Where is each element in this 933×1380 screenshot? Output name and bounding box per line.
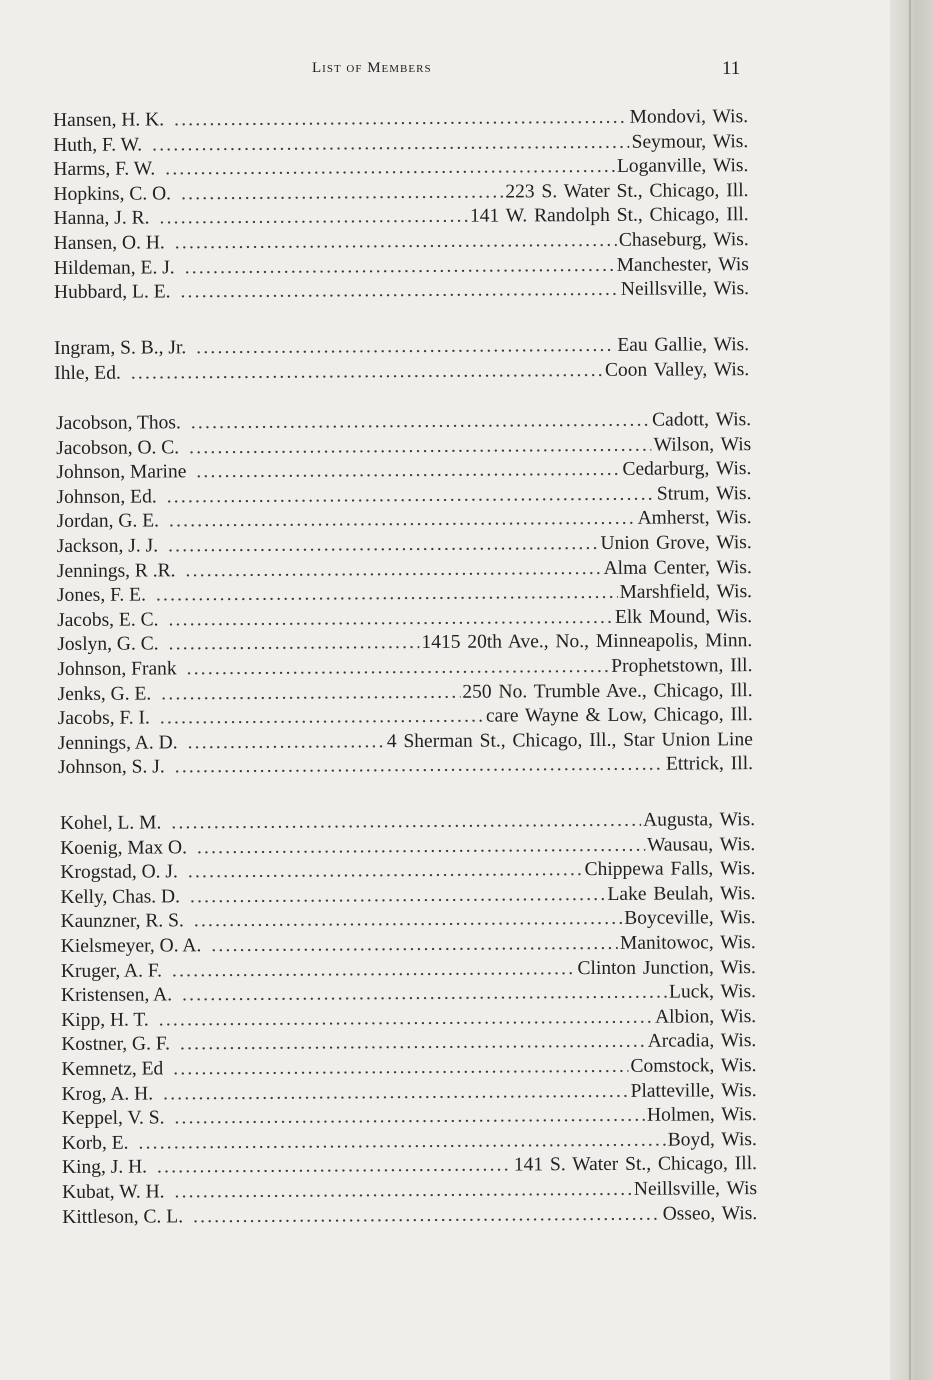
page-edge-line — [909, 0, 911, 1380]
dot-leader — [181, 181, 503, 205]
member-address: Osseo, Wis. — [662, 1202, 758, 1225]
member-address: Alma Center, Wis. — [603, 556, 752, 579]
member-name: Jenks, G. E. — [57, 683, 152, 705]
member-name: Kaunzner, R. S. — [60, 910, 184, 933]
member-name: Hansen, O. H. — [53, 232, 165, 254]
member-name: Jones, F. E. — [56, 584, 146, 607]
member-name: Hanna, J. R. — [53, 207, 150, 230]
dot-leader — [196, 335, 615, 359]
dot-leader — [188, 731, 385, 754]
member-name: Joslyn, G. C. — [57, 633, 159, 656]
dot-leader — [156, 582, 618, 607]
member-group-h — [53, 106, 749, 307]
dot-leader — [172, 958, 576, 982]
member-name: Keppel, V. S. — [61, 1107, 165, 1130]
member-address: Neillsville, Wis. — [620, 278, 750, 300]
member-name: Jacobs, E. C. — [57, 609, 159, 631]
page-number: 11 — [722, 58, 741, 79]
member-name: Ihle, Ed. — [54, 362, 121, 384]
member-address: Seymour, Wis. — [631, 130, 749, 153]
member-name: Jacobs, F. I. — [57, 707, 150, 730]
dot-leader — [197, 834, 645, 859]
member-name: Jackson, J. J. — [56, 535, 159, 557]
member-address: 250 No. Trumble Ave., Chicago, Ill. — [462, 679, 753, 703]
member-address: Comstock, Wis. — [630, 1055, 757, 1077]
member-entry — [54, 278, 749, 306]
member-name: Johnson, Ed. — [56, 486, 157, 508]
member-name: Hopkins, C. O. — [53, 183, 172, 205]
dot-leader — [193, 1203, 661, 1228]
member-name: Kruger, A. F. — [60, 959, 163, 982]
dot-leader — [159, 206, 468, 230]
member-address: Neillsville, Wis — [633, 1178, 758, 1200]
dot-leader — [187, 656, 610, 680]
member-address: Wausau, Wis. — [646, 833, 756, 856]
member-name: Harms, F. W. — [53, 158, 156, 181]
dot-leader — [157, 1155, 512, 1179]
member-name: Kostner, G. F. — [61, 1033, 171, 1056]
dot-leader — [160, 706, 484, 730]
running-head: List of Members — [312, 60, 432, 76]
member-address: Wilson, Wis — [653, 433, 752, 456]
member-address: Chippewa Falls, Wis. — [584, 858, 756, 881]
member-address: 223 S. Water St., Chicago, Ill. — [505, 179, 749, 203]
member-address: Eau Gallie, Wis. — [617, 334, 750, 356]
dot-leader — [174, 107, 628, 132]
member-address: Loganville, Wis. — [616, 155, 749, 178]
dot-leader — [196, 459, 620, 483]
member-address: Boyd, Wis. — [667, 1128, 757, 1151]
member-name: King, J. H. — [61, 1156, 148, 1179]
dot-leader — [180, 1031, 646, 1056]
member-address: Ettrick, Ill. — [665, 753, 754, 775]
member-address: 141 W. Randolph St., Chicago, Ill. — [469, 204, 749, 228]
dot-leader — [167, 483, 655, 508]
member-address: Arcadia, Wis. — [647, 1030, 757, 1053]
dot-leader — [173, 1056, 628, 1081]
dot-leader — [188, 859, 583, 883]
member-address: Mondovi, Wis. — [629, 106, 749, 128]
page-header — [0, 60, 890, 84]
member-address: Platteville, Wis. — [630, 1079, 757, 1102]
member-name: Kielsmeyer, O. A. — [60, 935, 202, 957]
member-address: Strum, Wis. — [656, 482, 752, 505]
dot-leader — [168, 533, 599, 557]
member-name: Jordan, G. E. — [56, 510, 160, 533]
member-name: Hubbard, L. E. — [53, 281, 171, 304]
member-name: Hansen, H. K. — [53, 109, 165, 131]
member-address: Cedarburg, Wis. — [622, 458, 752, 481]
member-name: Krog, A. H. — [61, 1083, 154, 1105]
dot-leader — [180, 279, 619, 303]
member-name: Kemnetz, Ed — [61, 1058, 164, 1080]
member-address: Union Grove, Wis. — [600, 532, 752, 554]
member-address: Amherst, Wis. — [637, 507, 752, 530]
member-address: Prophetstown, Ill. — [611, 655, 753, 677]
member-name: Jacobson, O. C. — [56, 436, 180, 459]
member-name: Koenig, Max O. — [60, 836, 187, 859]
dot-leader — [175, 754, 664, 779]
member-name: Krogstad, O. J. — [60, 861, 178, 884]
dot-leader — [174, 1179, 631, 1204]
member-name: Korb, E. — [61, 1132, 129, 1154]
member-name: Kittleson, C. L. — [62, 1205, 184, 1228]
member-address: 4 Sherman St., Chicago, Ill., Star Union Line — [386, 728, 753, 752]
member-name: Johnson, Frank — [57, 658, 177, 680]
member-name: Kristensen, A. — [60, 984, 173, 1007]
dot-leader — [190, 884, 606, 908]
member-address: 1415 20th Ave., No., Minneapolis, Minn. — [421, 630, 753, 654]
member-name: Huth, F. W. — [53, 134, 143, 156]
member-entry — [62, 1203, 757, 1231]
member-name: Jennings, A. D. — [57, 732, 178, 754]
member-address: Augusta, Wis. — [643, 809, 756, 831]
member-name: Kelly, Chas. D. — [60, 886, 181, 908]
member-name: Johnson, Marine — [56, 461, 187, 484]
member-entry — [58, 753, 753, 781]
member-address: Chaseburg, Wis. — [618, 229, 749, 251]
member-address: Luck, Wis. — [668, 981, 757, 1003]
member-address: Manitowoc, Wis. — [619, 932, 756, 954]
member-name: Kubat, W. H. — [62, 1181, 165, 1203]
member-address: Clinton Junction, Wis. — [577, 956, 756, 979]
dot-leader — [175, 230, 617, 254]
member-group-i — [54, 334, 749, 387]
member-address: Boyceville, Wis. — [624, 907, 756, 930]
dot-leader — [185, 254, 615, 278]
dot-leader — [168, 607, 613, 631]
member-address: Cadott, Wis. — [652, 409, 752, 431]
member-name: Hildeman, E. J. — [53, 256, 175, 279]
dot-leader — [159, 1006, 653, 1031]
member-address: 141 S. Water St., Chicago, Ill. — [513, 1153, 758, 1176]
dot-leader — [189, 434, 652, 459]
dot-leader — [171, 810, 641, 835]
dot-leader — [161, 681, 460, 705]
member-name: Jacobson, Thos. — [56, 412, 181, 434]
member-address: Lake Beulah, Wis. — [607, 882, 756, 905]
dot-leader — [191, 410, 650, 435]
member-address: Holmen, Wis. — [646, 1104, 757, 1126]
member-name: Kohel, L. M. — [60, 812, 162, 834]
member-address: Marshfield, Wis. — [619, 581, 753, 604]
dot-leader — [185, 558, 601, 582]
dot-leader — [131, 360, 603, 385]
dot-leader — [152, 131, 630, 156]
dot-leader — [138, 1129, 665, 1154]
member-address: Elk Mound, Wis. — [614, 605, 753, 628]
member-address: Coon Valley, Wis. — [604, 358, 750, 381]
dot-leader — [169, 632, 420, 655]
dot-leader — [182, 982, 667, 1007]
dot-leader — [165, 156, 615, 181]
dot-leader — [163, 1080, 629, 1105]
book-page-edge — [890, 0, 933, 1380]
member-name: Ingram, S. B., Jr. — [54, 337, 187, 359]
member-address: Albion, Wis. — [655, 1005, 757, 1028]
dot-leader — [194, 908, 622, 932]
member-group-k — [60, 809, 757, 1231]
member-address: Manchester, Wis — [616, 253, 749, 276]
member-name: Johnson, S. J. — [57, 756, 165, 779]
member-name: Jennings, R .R. — [56, 559, 176, 582]
dot-leader — [174, 1105, 645, 1130]
member-address: care Wayne & Low, Chicago, Ill. — [485, 704, 753, 727]
member-name: Kipp, H. T. — [61, 1009, 149, 1031]
dot-leader — [211, 933, 618, 957]
member-group-j — [56, 409, 753, 782]
member-entry — [54, 359, 749, 387]
dot-leader — [169, 508, 636, 533]
